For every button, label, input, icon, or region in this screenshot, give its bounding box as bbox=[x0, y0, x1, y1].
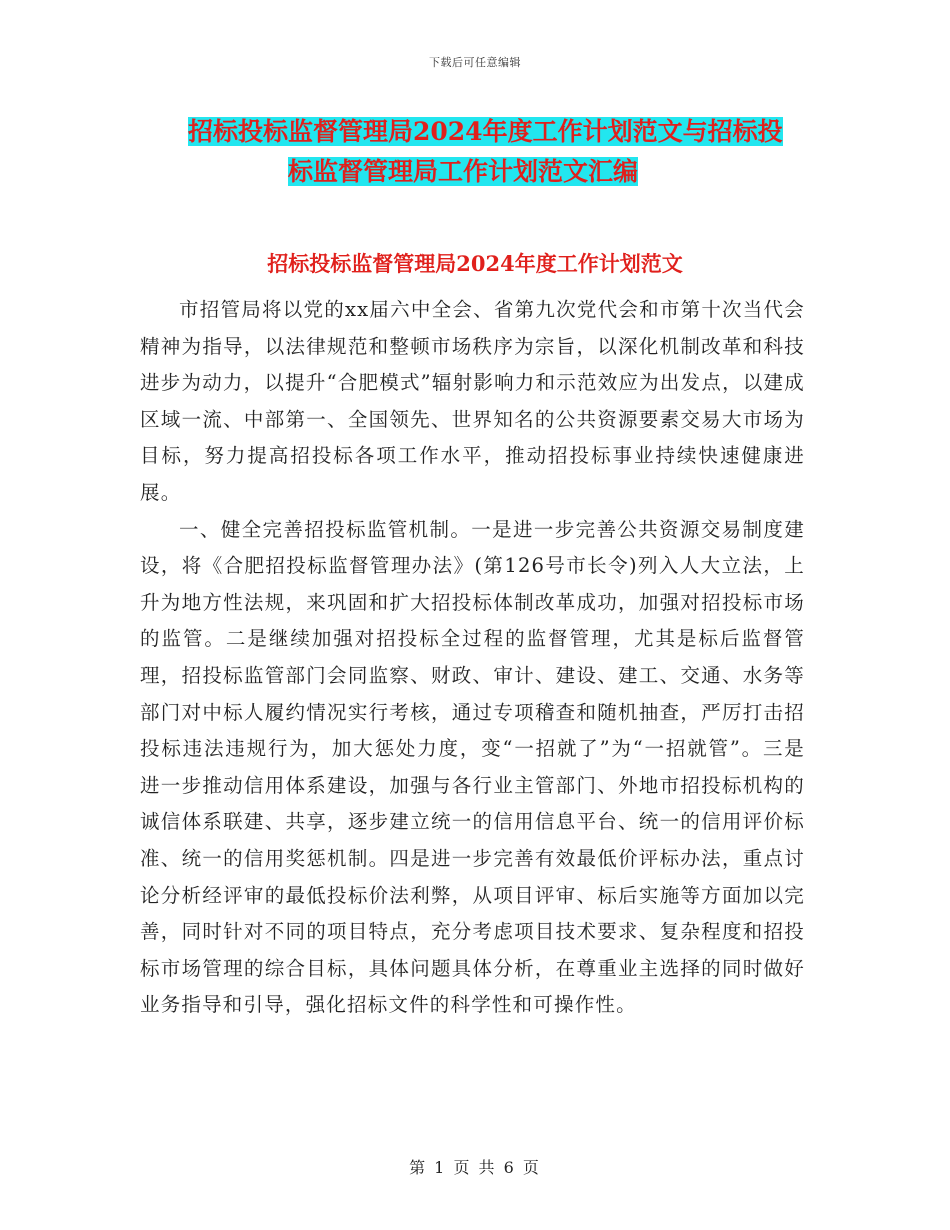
title-line-1-text: 招标投标监督管理局2024年度工作计划范文与招标投 bbox=[188, 117, 783, 146]
title-line-2 bbox=[140, 152, 840, 192]
title-line-1 bbox=[140, 112, 840, 152]
page-number: 第 1 页 共 6 页 bbox=[409, 1158, 541, 1177]
header-note: 下载后可任意编辑 bbox=[429, 56, 521, 69]
body-text bbox=[140, 292, 805, 1024]
document-title bbox=[140, 112, 840, 192]
title-line-2-text: 标监督管理局工作计划范文汇编 bbox=[288, 157, 639, 186]
paragraph-intro: 市招管局将以党的xx届六中全会、省第九次党代会和市第十次当代会精神为指导，以法律规范和整顿市场秩序为宗旨，以深化机制改革和科技进步为动力，以提升“合肥模式”辐射影响力和示范效应为出发点，以建成区域一流、中部第一、全国领先、世界知名的公共资源要素交易大市场为目标，努力提高招投标各项工作水平，推动招投标事业持续快速健康进展。 bbox=[140, 298, 805, 504]
section-title: 招标投标监督管理局2024年度工作计划范文 bbox=[267, 251, 683, 276]
paragraph-section-1: 一、健全完善招投标监管机制。一是进一步完善公共资源交易制度建设，将《合肥招投标监督管理办法》(第126号市长令)列入人大立法，上升为地方性法规，来巩固和扩大招投标体制改革成功，加强对招投标市场的监管。二是继续加强对招投标全过程的监督管理，尤其是标后监督管理，招投标监管部门会同监察、财政、审计、建设、建工、交通、水务等部门对中标人履约情况实行考核，通过专项稽查和随机抽查，严厉打击招投标违法违规行为，加大惩处力度，变“一招就了”为“一招就管”。三是进一步推动信用体系建设，加强与各行业主管部门、外地市招投标机构的诚信体系联建、共享，逐步建立统一的信用信息平台、统一的信用评价标准、统一的信用奖惩机制。四是进一步完善有效最低价评标办法，重点讨论分析经评审的最低投标价法利弊，从项目评审、标后实施等方面加以完善，同时针对不同的项目特点，充分考虑项目技术要求、复杂程度和招投标市场管理的综合目标，具体问题具体分析，在尊重业主选择的同时做好业务指导和引导，强化招标文件的科学性和可操作性。 bbox=[140, 517, 805, 1017]
